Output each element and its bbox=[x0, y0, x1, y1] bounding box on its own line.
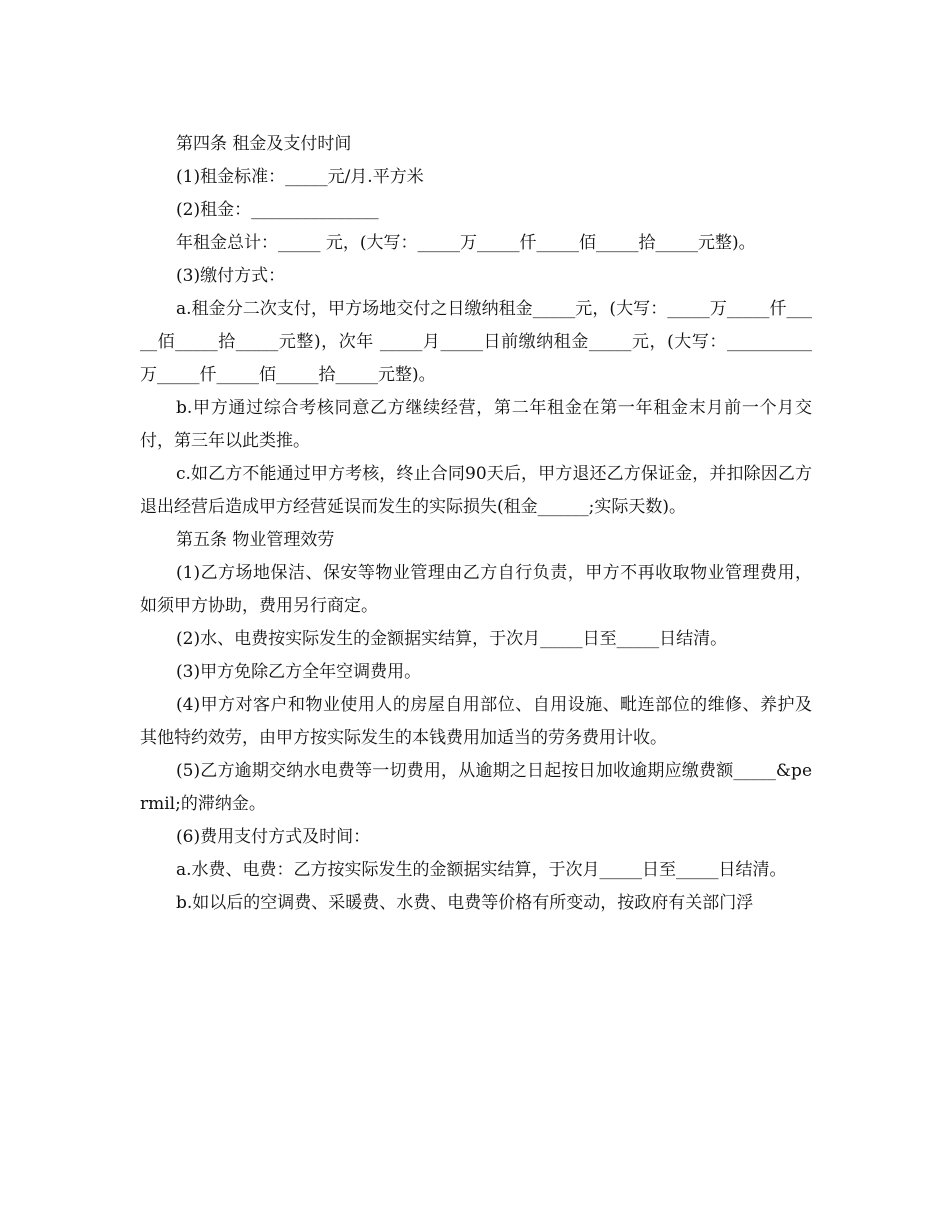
document-body bbox=[140, 128, 812, 920]
payment-clause-b: b.甲方通过综合考核同意乙方继续经营，第二年租金在第一年租金末月前一个月交付，第三年以此类推。 bbox=[140, 398, 812, 451]
property-clause-2: (2)水、电费按实际发生的金额据实结算，于次月_____日至_____日结清。 bbox=[176, 629, 728, 649]
article-5-heading: 第五条 物业管理效劳 bbox=[176, 530, 335, 550]
payment-clause-c: c.如乙方不能通过甲方考核，终止合同90天后，甲方退还乙方保证金，并扣除因乙方退出经营后造成甲方经营延误而发生的实际损失(租金______;实际天数)。 bbox=[140, 464, 812, 517]
rent-amount-clause: (2)租金：_______________ bbox=[176, 200, 379, 220]
property-clause-5: (5)乙方逾期交纳水电费等一切费用，从逾期之日起按日加收逾期应缴费额_____&permil;的滞纳金。 bbox=[140, 761, 812, 814]
rent-standard-clause: (1)租金标准：_____元/月.平方米 bbox=[176, 167, 424, 187]
property-clause-3: (3)甲方免除乙方全年空调费用。 bbox=[176, 662, 422, 682]
payment-method-heading: (3)缴付方式： bbox=[176, 266, 286, 286]
fee-clause-a: a.水费、电费：乙方按实际发生的金额据实结算，于次月_____日至_____日结清。 bbox=[176, 860, 787, 880]
fee-clause-b: b.如以后的空调费、采暖费、水费、电费等价格有所变动，按政府有关部门浮 bbox=[176, 893, 754, 913]
property-clause-4: (4)甲方对客户和物业使用人的房屋自用部位、自用设施、毗连部位的维修、养护及其他特约效劳，由甲方按实际发生的本钱费用加适当的劳务费用计收。 bbox=[140, 695, 812, 748]
payment-clause-a: a.租金分二次支付，甲方场地交付之日缴纳租金_____元，(大写：_____万_____仟_____佰_____拾_____元整)，次年 _____月_____日前缴纳租金_____元，(大写：__________万_____仟_____佰_____拾_____元整)。 bbox=[140, 299, 812, 385]
annual-rent-total-clause: 年租金总计：_____ 元，(大写：_____万_____仟_____佰_____拾_____元整)。 bbox=[176, 233, 756, 253]
article-4-heading: 第四条 租金及支付时间 bbox=[176, 134, 352, 154]
property-clause-1: (1)乙方场地保洁、保安等物业管理由乙方自行负责，甲方不再收取物业管理费用，如须甲方协助，费用另行商定。 bbox=[140, 563, 812, 616]
fee-payment-heading: (6)费用支付方式及时间： bbox=[176, 827, 371, 847]
